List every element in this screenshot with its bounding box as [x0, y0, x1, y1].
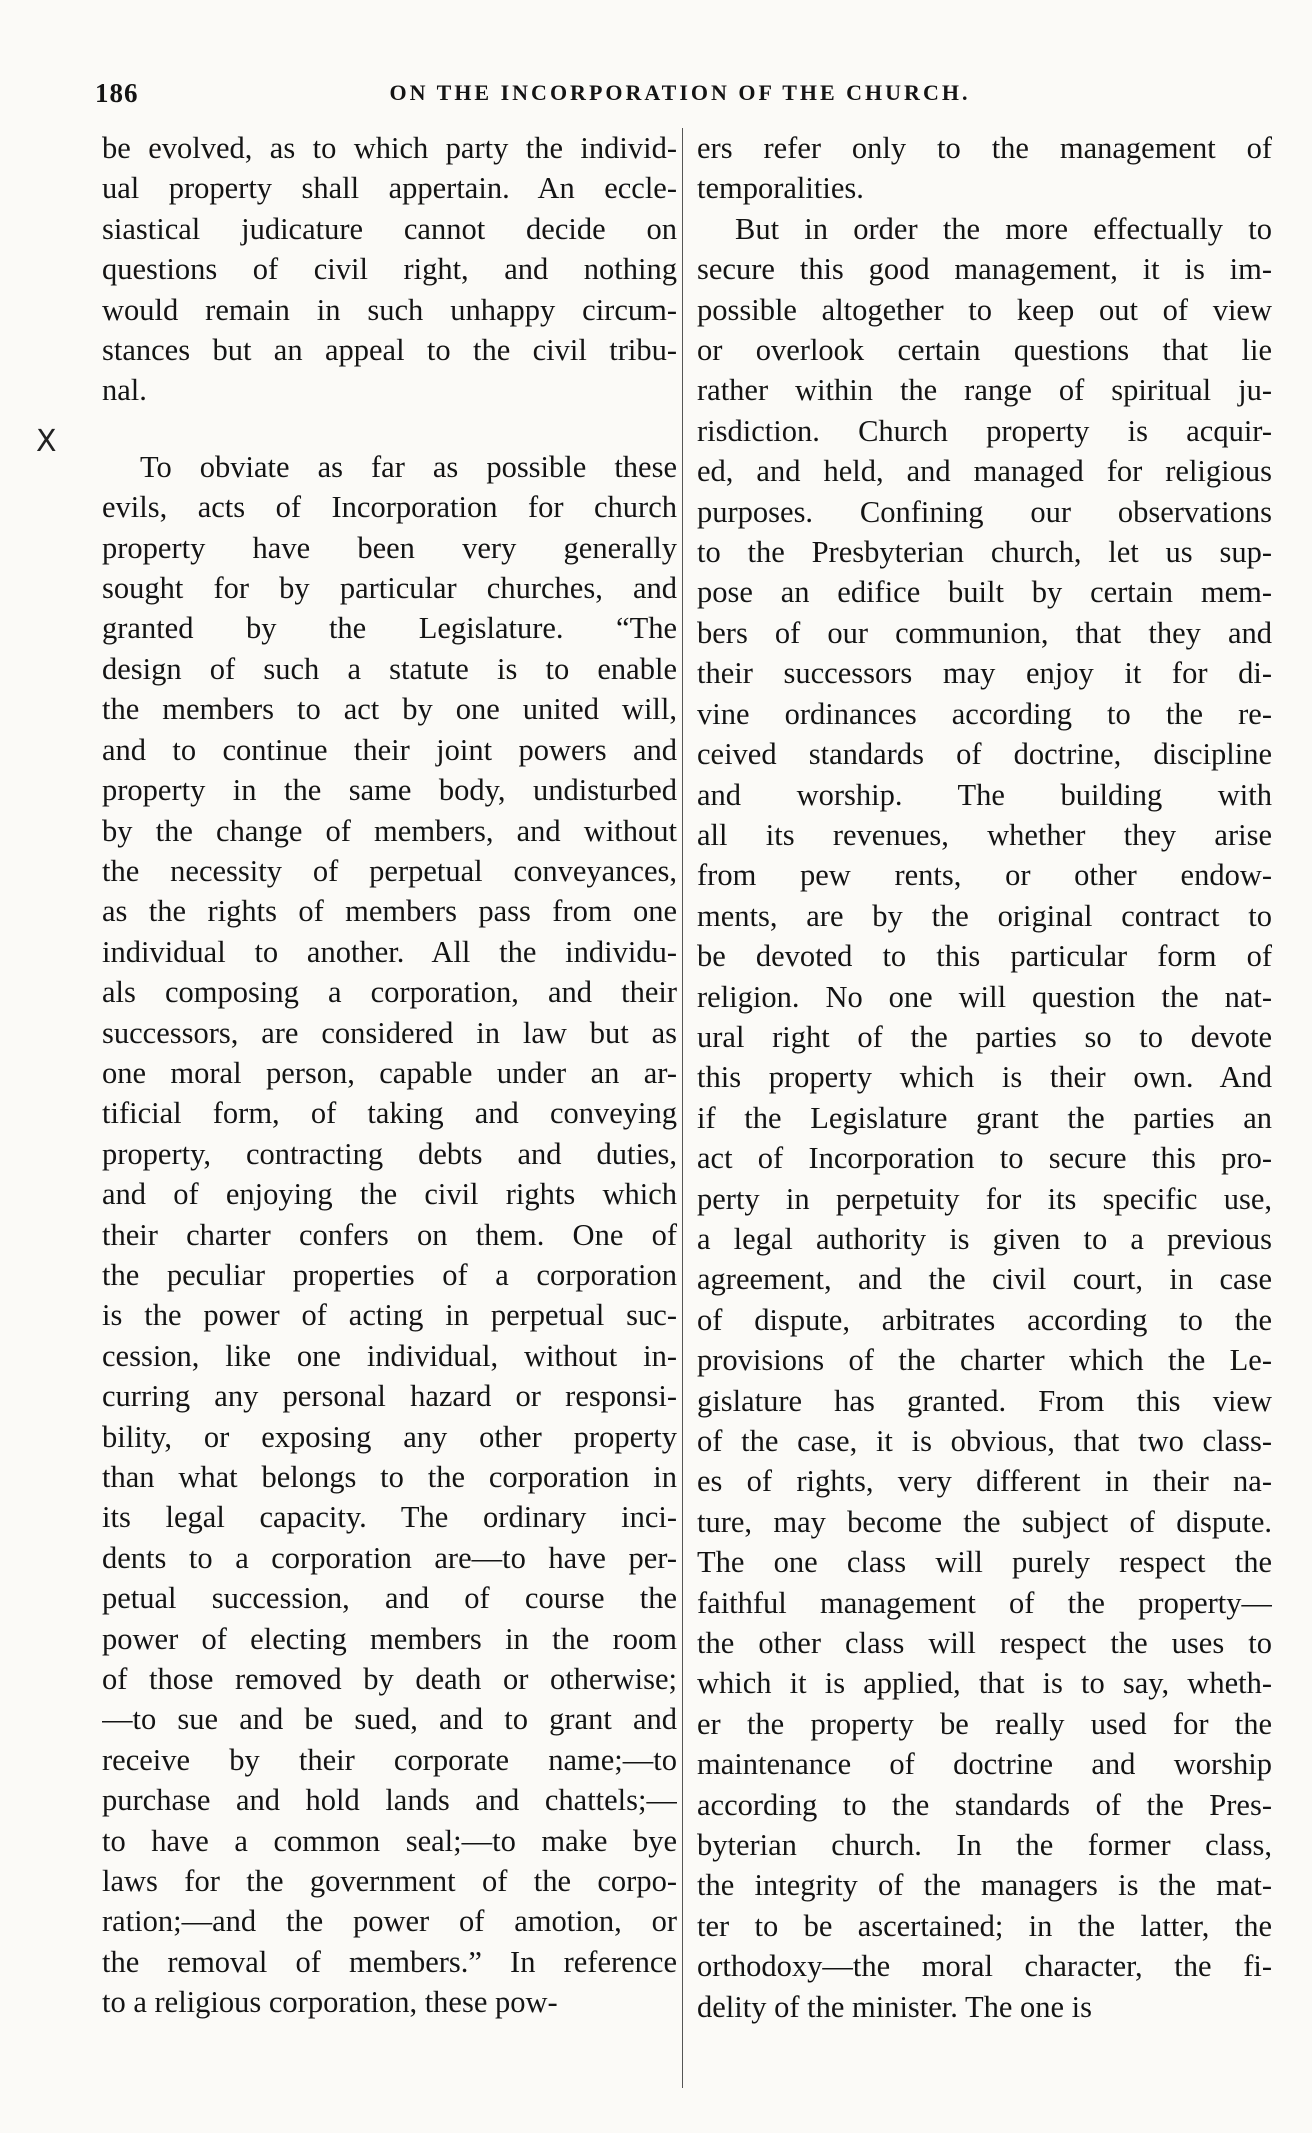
text-line: individual to another. All the individu-: [102, 934, 677, 969]
text-line: and of enjoying the civil rights which: [102, 1177, 677, 1212]
text-line: questions of civil right, and nothing: [102, 252, 677, 287]
text-line: laws for the government of the corpo-: [102, 1864, 677, 1899]
text-line: The one class will purely respect the: [697, 1545, 1272, 1580]
text-line: this property which is their own. And: [697, 1060, 1272, 1095]
text-line: evils, acts of Incorporation for church: [102, 490, 677, 525]
text-line: But in order the more effectually to: [735, 211, 1272, 246]
text-line: or overlook certain questions that lie: [697, 333, 1272, 368]
text-line: their charter confers on them. One of: [102, 1217, 677, 1252]
text-line: byterian church. In the former class,: [697, 1828, 1272, 1863]
text-line: tificial form, of taking and conveying: [102, 1096, 677, 1131]
text-line: bility, or exposing any other property: [102, 1419, 677, 1454]
text-line: nal.: [102, 373, 147, 408]
text-line: to the Presbyterian church, let us sup-: [697, 535, 1272, 570]
page-header: [95, 78, 1265, 114]
text-line: property in the same body, undisturbed: [102, 773, 677, 808]
text-line: and to continue their joint powers and: [102, 732, 677, 767]
text-line: petual succession, and of course the: [102, 1581, 677, 1616]
text-line: sought for by particular churches, and: [102, 571, 677, 606]
paragraph: [697, 128, 1272, 209]
text-line: stances but an appeal to the civil tribu-: [102, 333, 677, 368]
text-line: their successors may enjoy it for di-: [697, 656, 1272, 691]
text-line: is the power of acting in perpetual suc-: [102, 1298, 677, 1333]
text-line: the other class will respect the uses to: [697, 1626, 1272, 1661]
text-line: the necessity of perpetual conveyances,: [102, 853, 677, 888]
text-line: the integrity of the managers is the mat-: [697, 1868, 1272, 1903]
text-line: rather within the range of spiritual ju-: [697, 373, 1272, 408]
text-line: siastical judicature cannot decide on: [102, 211, 677, 246]
text-line: ter to be ascertained; in the latter, the: [697, 1908, 1272, 1943]
text-line: design of such a statute is to enable: [102, 651, 677, 686]
text-line: ture, may become the subject of dispute.: [697, 1504, 1272, 1539]
text-line: ers refer only to the management of: [697, 131, 1272, 165]
running-head: ON THE INCORPORATION OF THE CHURCH.: [389, 80, 971, 105]
text-line: receive by their corporate name;—to: [102, 1742, 677, 1777]
text-line: ments, are by the original contract to: [697, 898, 1272, 933]
right-column: [697, 128, 1272, 2027]
text-line: —to sue and be sued, and to grant and: [102, 1702, 677, 1737]
page-number: 186: [95, 78, 139, 108]
text-line: provisions of the charter which the Le-: [697, 1343, 1272, 1378]
text-line: which it is applied, that is to say, wheth-: [697, 1666, 1272, 1701]
text-line: pose an edifice built by certain mem-: [697, 575, 1272, 610]
text-line: To obviate as far as possible these: [140, 449, 677, 484]
paragraph: [102, 447, 677, 2023]
text-line: successors, are considered in law but as: [102, 1015, 677, 1050]
text-line: all its revenues, whether they arise: [697, 817, 1272, 852]
paragraph-gap: [102, 411, 677, 447]
text-line: agreement, and the civil court, in case: [697, 1262, 1272, 1297]
text-line: er the property be really used for the: [697, 1706, 1272, 1741]
text-line: als composing a corporation, and their: [102, 975, 677, 1010]
text-line: cession, like one individual, without in-: [102, 1338, 677, 1373]
text-line: purchase and hold lands and chattels;—: [102, 1783, 677, 1818]
paragraph: [697, 209, 1272, 2027]
text-line: power of electing members in the room: [102, 1621, 677, 1656]
text-line: gislature has granted. From this view: [697, 1383, 1272, 1418]
text-line: than what belongs to the corporation in: [102, 1460, 677, 1494]
text-line: as the rights of members pass from one: [102, 894, 677, 929]
text-line: perty in perpetuity for its specific use,: [697, 1181, 1272, 1216]
text-line: of the case, it is obvious, that two class-: [697, 1424, 1272, 1458]
text-line: from pew rents, or other endow-: [697, 858, 1272, 893]
text-line: secure this good management, it is im-: [697, 252, 1272, 287]
text-line: ural right of the parties so to devote: [697, 1019, 1272, 1054]
text-line: possible altogether to keep out of view: [697, 292, 1272, 327]
text-line: its legal capacity. The ordinary inci-: [102, 1500, 677, 1535]
text-line: the members to act by one united will,: [102, 692, 677, 727]
text-line: orthodoxy—the moral character, the fi-: [697, 1949, 1272, 1984]
text-line: purposes. Confining our observations: [697, 494, 1272, 529]
text-line: of dispute, arbitrates according to the: [697, 1302, 1272, 1337]
text-line: to a religious corporation, these pow-: [102, 1985, 558, 2020]
text-line: property have been very generally: [102, 530, 677, 565]
text-line: faithful management of the property—: [697, 1585, 1272, 1620]
text-line: vine ordinances according to the re-: [697, 696, 1272, 731]
text-line: ration;—and the power of amotion, or: [102, 1904, 677, 1939]
text-line: es of rights, very different in their na-: [697, 1464, 1272, 1499]
text-line: ceived standards of doctrine, discipline: [697, 737, 1272, 772]
text-line: maintenance of doctrine and worship: [697, 1747, 1272, 1782]
text-line: granted by the Legislature. “The: [102, 611, 677, 646]
text-line: by the change of members, and without: [102, 813, 677, 848]
text-line: act of Incorporation to secure this pro-: [697, 1141, 1272, 1176]
text-line: property, contracting debts and duties,: [102, 1136, 677, 1171]
margin-annotation-mark: X: [36, 424, 57, 459]
text-line: the peculiar properties of a corporation: [102, 1257, 677, 1292]
text-line: and worship. The building with: [697, 777, 1272, 812]
text-line: ual property shall appertain. An eccle-: [102, 171, 677, 206]
text-line: ed, and held, and managed for religious: [697, 454, 1272, 489]
text-line: religion. No one will question the nat-: [697, 979, 1272, 1014]
text-line: would remain in such unhappy circum-: [102, 292, 677, 327]
column-divider: [682, 128, 683, 2088]
left-column: [102, 128, 677, 2023]
text-line: be evolved, as to which party the individ-: [102, 131, 677, 165]
paragraph: [102, 128, 677, 411]
text-line: delity of the minister. The one is: [697, 1989, 1093, 2024]
text-line: be devoted to this particular form of: [697, 939, 1272, 974]
text-line: dents to a corporation are—to have per-: [102, 1540, 677, 1575]
text-line: temporalities.: [697, 171, 864, 206]
text-line: bers of our communion, that they and: [697, 615, 1272, 650]
text-line: risdiction. Church property is acquir-: [697, 413, 1272, 448]
text-line: according to the standards of the Pres-: [697, 1787, 1272, 1822]
text-line: the removal of members.” In reference: [102, 1944, 677, 1979]
text-line: curring any personal hazard or responsi-: [102, 1379, 677, 1414]
text-line: one moral person, capable under an ar-: [102, 1055, 677, 1090]
text-line: to have a common seal;—to make bye: [102, 1823, 677, 1858]
text-line: a legal authority is given to a previous: [697, 1221, 1272, 1256]
text-line: of those removed by death or otherwise;: [102, 1662, 677, 1697]
text-line: if the Legislature grant the parties an: [697, 1100, 1272, 1135]
